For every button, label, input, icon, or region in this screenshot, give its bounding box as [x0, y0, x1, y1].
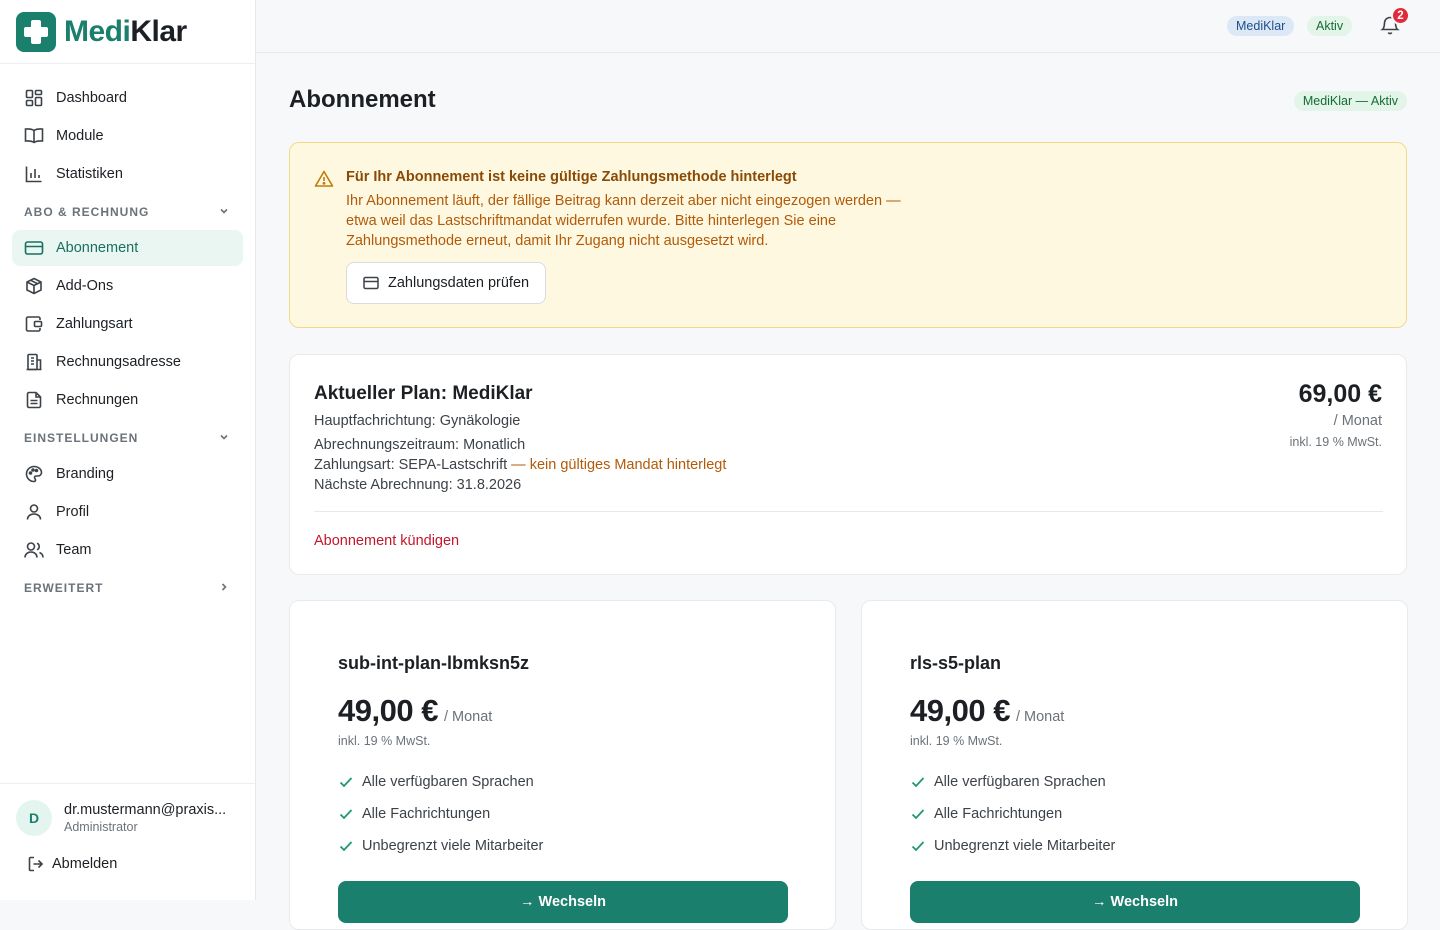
check-payment-details-button[interactable]: [346, 262, 546, 304]
feature-label: Alle verfügbaren Sprachen: [934, 774, 1106, 790]
feature-item: [338, 838, 543, 854]
plan-next-billing: Nächste Abrechnung: 31.8.2026: [314, 477, 522, 493]
sidebar-item-label: Zahlungsart: [56, 316, 133, 332]
sidebar-item-label: Team: [56, 542, 92, 558]
credit-card-icon: [363, 276, 379, 290]
sidebar-item-label: Module: [56, 128, 104, 144]
sidebar-item-zahlungsart[interactable]: [12, 306, 243, 342]
plan-payment-method: [314, 457, 726, 473]
plan-status-badge: MediKlar — Aktiv: [1294, 91, 1407, 111]
current-plan-price: 69,00 €: [1298, 380, 1382, 408]
sidebar-item-rechnungen[interactable]: [12, 382, 243, 418]
feature-item: [338, 806, 490, 822]
file-icon: [24, 390, 44, 410]
brand-name: [64, 15, 187, 49]
user-icon: [24, 502, 44, 522]
sidebar-item-label: Add-Ons: [56, 278, 114, 294]
sidebar-item-label: Statistiken: [56, 166, 123, 182]
product-badge: MediKlar: [1227, 16, 1294, 36]
chevron-down-icon: [219, 206, 229, 219]
credit-card-icon: [24, 238, 44, 258]
nav-section-settings[interactable]: [12, 420, 243, 456]
sidebar-footer: [0, 783, 255, 900]
offer-tax-note: inkl. 19 % MwSt.: [910, 734, 1003, 748]
sidebar-item-team[interactable]: [12, 532, 243, 568]
plan-specialty: Hauptfachrichtung: Gynäkologie: [314, 413, 521, 429]
check-icon: [338, 774, 354, 790]
check-icon: [910, 838, 926, 854]
payment-method-text: Zahlungsart: SEPA-Lastschrift: [314, 457, 508, 473]
check-icon: [338, 806, 354, 822]
bar-chart-icon: [24, 164, 44, 184]
logout-label: Abmelden: [52, 856, 118, 872]
logout-icon: [28, 856, 44, 872]
sidebar-item-rechnungsadresse[interactable]: [12, 344, 243, 380]
plan-offer-card: [289, 600, 836, 930]
brand[interactable]: [0, 0, 255, 64]
warning-triangle-icon: [314, 169, 334, 194]
users-icon: [24, 540, 44, 560]
building-icon: [24, 352, 44, 372]
sidebar-item-abonnement[interactable]: [12, 230, 243, 266]
payment-method-warning: — kein gültiges Mandat hinterlegt: [507, 457, 727, 473]
user-meta: [64, 802, 236, 834]
top-bar: [256, 0, 1440, 53]
feature-label: Unbegrenzt viele Mitarbeiter: [362, 838, 544, 854]
check-icon: [910, 806, 926, 822]
offer-price-unit: / Monat: [1015, 709, 1065, 725]
package-icon: [24, 276, 44, 296]
user-email: dr.mustermann@praxis...: [64, 802, 227, 818]
current-plan-tax-note: inkl. 19 % MwSt.: [1289, 435, 1382, 449]
sidebar-item-label: Branding: [56, 466, 115, 482]
book-icon: [24, 126, 44, 146]
feature-item: [910, 774, 1106, 790]
sidebar-item-module[interactable]: [12, 118, 243, 154]
sidebar-item-label: Rechnungsadresse: [56, 354, 181, 370]
current-plan-unit: / Monat: [1333, 413, 1382, 429]
notification-count-badge: 2: [1391, 6, 1410, 25]
sidebar-item-label: Profil: [56, 504, 90, 520]
offer-price-unit: / Monat: [443, 709, 493, 725]
user-role: Administrator: [64, 820, 138, 834]
chevron-down-icon: [219, 432, 229, 445]
offer-price-amount: 49,00 €: [910, 693, 1010, 728]
plan-billing-period: Abrechnungszeitraum: Monatlich: [314, 437, 526, 453]
sidebar-item-statistiken[interactable]: [12, 156, 243, 192]
current-plan-title: Aktueller Plan: MediKlar: [314, 383, 533, 404]
feature-item: [910, 838, 1115, 854]
current-plan-card: [289, 354, 1407, 575]
check-icon: [910, 774, 926, 790]
feature-label: Unbegrenzt viele Mitarbeiter: [934, 838, 1116, 854]
logout-button[interactable]: [16, 856, 239, 872]
sidebar: [0, 0, 256, 900]
switch-plan-button[interactable]: → Wechseln: [910, 881, 1360, 923]
feature-label: Alle verfügbaren Sprachen: [362, 774, 534, 790]
offer-plan-name: rls-s5-plan: [910, 653, 1002, 673]
sidebar-item-add-ons[interactable]: [12, 268, 243, 304]
feature-label: Alle Fachrichtungen: [934, 806, 1063, 822]
feature-label: Alle Fachrichtungen: [362, 806, 491, 822]
sidebar-item-branding[interactable]: [12, 456, 243, 492]
feature-item: [338, 774, 534, 790]
grid-icon: [24, 88, 44, 108]
divider: [314, 511, 1383, 512]
offer-plan-name: sub-int-plan-lbmksn5z: [338, 653, 530, 673]
palette-icon: [24, 464, 44, 484]
nav-section-label: ERWEITERT: [24, 581, 104, 595]
medical-cross-logo-icon: [16, 12, 56, 52]
payment-warning-alert: [289, 142, 1407, 328]
status-badge: Aktiv: [1307, 16, 1352, 36]
brand-name-part2: Klar: [130, 14, 187, 48]
nav-section-billing[interactable]: [12, 194, 243, 230]
button-label: Zahlungsdaten prüfen: [388, 275, 530, 291]
plan-offer-card: [861, 600, 1408, 930]
check-icon: [338, 838, 354, 854]
wallet-icon: [24, 314, 44, 334]
page-title: Abonnement: [289, 86, 436, 113]
avatar: D: [16, 800, 52, 836]
nav-section-advanced[interactable]: [12, 570, 243, 606]
sidebar-item-label: Rechnungen: [56, 392, 139, 408]
offer-price-amount: 49,00 €: [338, 693, 438, 728]
user-profile[interactable]: [16, 800, 239, 836]
alert-title: Für Ihr Abonnement ist keine gültige Zahlungsmethode hinterlegt: [346, 169, 797, 185]
sidebar-item-profil[interactable]: [12, 494, 243, 530]
brand-name-part1: Medi: [64, 14, 131, 48]
feature-item: [910, 806, 1062, 822]
offer-price: [338, 693, 492, 729]
sidebar-item-label: Abonnement: [56, 240, 139, 256]
chevron-right-icon: [219, 582, 229, 595]
sidebar-nav: [0, 64, 255, 606]
cancel-subscription-link[interactable]: Abonnement kündigen: [314, 533, 460, 549]
alert-body: Ihr Abonnement läuft, der fällige Beitrag kann derzeit aber nicht eingezogen werden — etwa weil das Lastschriftmandat widerrufen wurde. Bitte hinterlegen Sie eine Zahlungsmethode erneut, damit Ihr Zugang nicht ausgesetzt wird.: [346, 193, 901, 249]
sidebar-item-dashboard[interactable]: [12, 80, 243, 116]
sidebar-item-label: Dashboard: [56, 90, 127, 106]
nav-section-label: ABO & RECHNUNG: [24, 205, 150, 219]
switch-plan-button[interactable]: → Wechseln: [338, 881, 788, 923]
nav-section-label: EINSTELLUNGEN: [24, 431, 139, 445]
offer-price: [910, 693, 1064, 729]
offer-tax-note: inkl. 19 % MwSt.: [338, 734, 431, 748]
